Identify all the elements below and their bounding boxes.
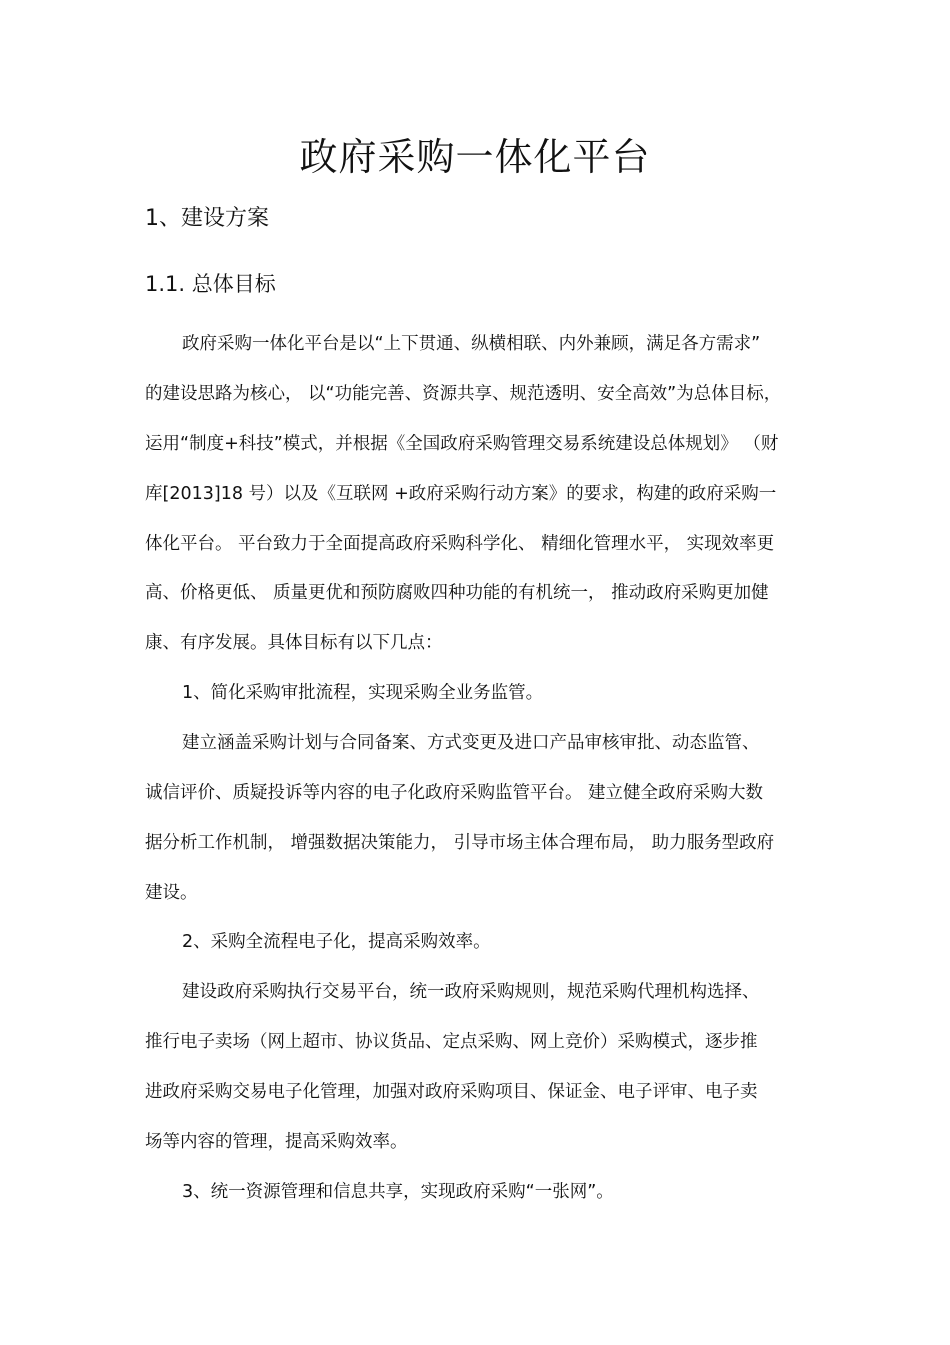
body-line: 建立涵盖采购计划与合同备案、方式变更及进口产品审核审批、动态监管、 xyxy=(182,733,760,753)
body-line: 运用“制度+科技”模式，并根据《全国政府采购管理交易系统建设总体规划》 （财 xyxy=(145,434,779,454)
body-line: 推行电子卖场（网上超市、协议货品、定点采购、网上竞价）采购模式，逐步推 xyxy=(145,1032,758,1052)
body-line: 据分析工作机制， 增强数据决策能力， 引导市场主体合理布局， 助力服务型政府 xyxy=(145,833,775,853)
section-heading: 1、建设方案 xyxy=(145,206,269,231)
list-item-heading: 1、简化采购审批流程，实现采购全业务监管。 xyxy=(182,683,544,703)
body-line: 建设政府采购执行交易平台，统一政府采购规则，规范采购代理机构选择、 xyxy=(182,982,760,1002)
body-line: 建设。 xyxy=(145,883,198,903)
body-line: 场等内容的管理，提高采购效率。 xyxy=(145,1132,408,1152)
body-line: 的建设思路为核心， 以“功能完善、资源共享、规范透明、安全高效”为总体目标， xyxy=(145,384,782,404)
body-line: 体化平台。 平台致力于全面提高政府采购科学化、 精细化管理水平， 实现效率更 xyxy=(145,534,775,554)
list-item-heading: 2、采购全流程电子化，提高采购效率。 xyxy=(182,932,491,952)
list-item-heading: 3、统一资源管理和信息共享，实现政府采购“一张网”。 xyxy=(182,1182,614,1202)
body-line: 进政府采购交易电子化管理，加强对政府采购项目、保证金、电子评审、电子卖 xyxy=(145,1082,758,1102)
body-line: 诚信评价、质疑投诉等内容的电子化政府采购监管平台。 建立健全政府采购大数 xyxy=(145,783,764,803)
body-line: 康、有序发展。具体目标有以下几点： xyxy=(145,633,443,653)
subsection-heading: 1.1. 总体目标 xyxy=(145,272,276,296)
body-line: 库[2013]18 号）以及《互联网 +政府采购行动方案》的要求，构建的政府采购一 xyxy=(145,484,777,504)
document-title: 政府采购一体化平台 xyxy=(299,135,651,179)
body-line: 高、价格更低、 质量更优和预防腐败四种功能的有机统一， 推动政府采购更加健 xyxy=(145,583,769,603)
body-line: 政府采购一体化平台是以“上下贯通、纵横相联、内外兼顾，满足各方需求” xyxy=(182,334,761,354)
